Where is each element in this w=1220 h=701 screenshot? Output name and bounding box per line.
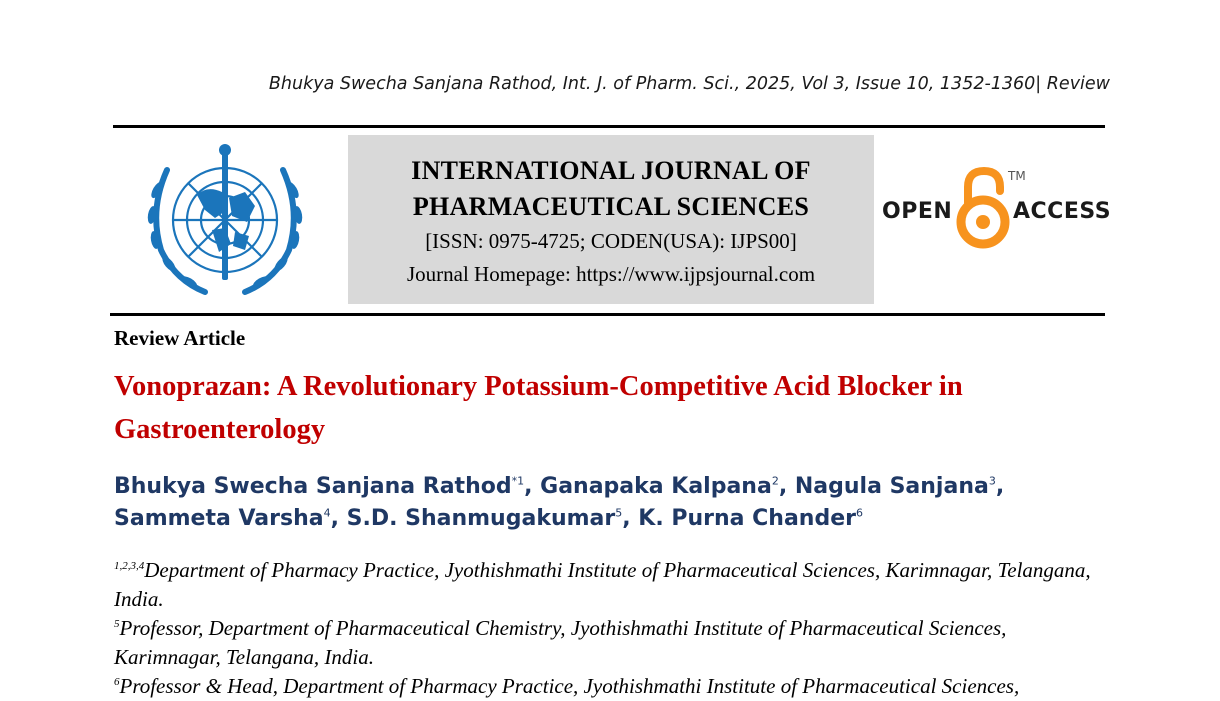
article-type: Review Article [114, 326, 246, 350]
author-separator: , [778, 474, 795, 499]
author-affiliation-mark: 3 [988, 474, 996, 488]
affiliation [114, 614, 1104, 672]
trademark-mark: TM [1008, 169, 1026, 183]
affiliation-mark: 1,2,3,4 [114, 560, 145, 572]
affiliation-mark: 6 [114, 676, 120, 688]
affiliation-text: Professor, Department of Pharmaceutical Chemistry, Jyothishmathi Institute of Pharmaceutical Sciences, Karimnagar, Telangana, India. [114, 616, 1007, 669]
running-header: Bhukya Swecha Sanjana Rathod, Int. J. of Pharm. Sci., 2025, Vol 3, Issue 10, 1352-1360| Review [268, 74, 1110, 94]
author-separator: , [995, 474, 1005, 499]
header-top-rule [113, 125, 1105, 128]
author-list [114, 471, 1114, 535]
un-emblem-logo [127, 140, 323, 304]
author-separator: , [330, 506, 347, 531]
author [540, 474, 795, 499]
author-name: Sammeta Varsha [114, 506, 324, 531]
journal-homepage: Journal Homepage: https://www.ijpsjournal.com [406, 262, 816, 286]
author [114, 506, 347, 531]
open-access-open-word: OPEN [882, 199, 953, 224]
author-separator: , [622, 506, 639, 531]
author-separator: , [524, 474, 541, 499]
affiliation-text: Professor & Head, Department of Pharmacy Practice, Jyothishmathi Institute of Pharmaceutical Sciences, [119, 674, 1020, 698]
journal-name-line2: PHARMACEUTICAL SCIENCES [412, 192, 810, 221]
open-lock-icon [956, 165, 1010, 251]
author [114, 474, 540, 499]
author [638, 506, 863, 531]
open-access-access-word: ACCESS [1013, 199, 1112, 224]
author-affiliation-mark: 2 [771, 474, 779, 488]
affiliation-mark: 5 [114, 618, 120, 630]
author-name: Nagula Sanjana [794, 474, 989, 499]
affiliation-text: Department of Pharmacy Practice, Jyothishmathi Institute of Pharmaceutical Sciences, Karimnagar, Telangana, India. [114, 558, 1091, 611]
author-affiliation-mark: 5 [615, 506, 623, 520]
journal-name-line1: INTERNATIONAL JOURNAL OF [411, 156, 811, 185]
affiliation [114, 556, 1104, 614]
open-access-logo [880, 165, 1110, 255]
author-affiliation-mark: 4 [323, 506, 331, 520]
affiliation-list [114, 556, 1104, 701]
header-bottom-rule [110, 313, 1105, 316]
journal-info-box [348, 135, 874, 304]
author-name: S.D. Shanmugakumar [346, 506, 616, 531]
journal-issn: [ISSN: 0975-4725; CODEN(USA): IJPS00] [425, 229, 797, 253]
article-title: Vonoprazan: A Revolutionary Potassium-Competitive Acid Blocker in Gastroenterology [114, 371, 963, 445]
author-affiliation-mark: *1 [511, 474, 525, 488]
author-name: K. Purna Chander [638, 506, 856, 531]
author-name: Ganapaka Kalpana [540, 474, 772, 499]
author [347, 506, 639, 531]
affiliation [114, 672, 1104, 701]
author-name: Bhukya Swecha Sanjana Rathod [114, 474, 512, 499]
author [795, 474, 1004, 499]
author-affiliation-mark: 6 [855, 506, 863, 520]
